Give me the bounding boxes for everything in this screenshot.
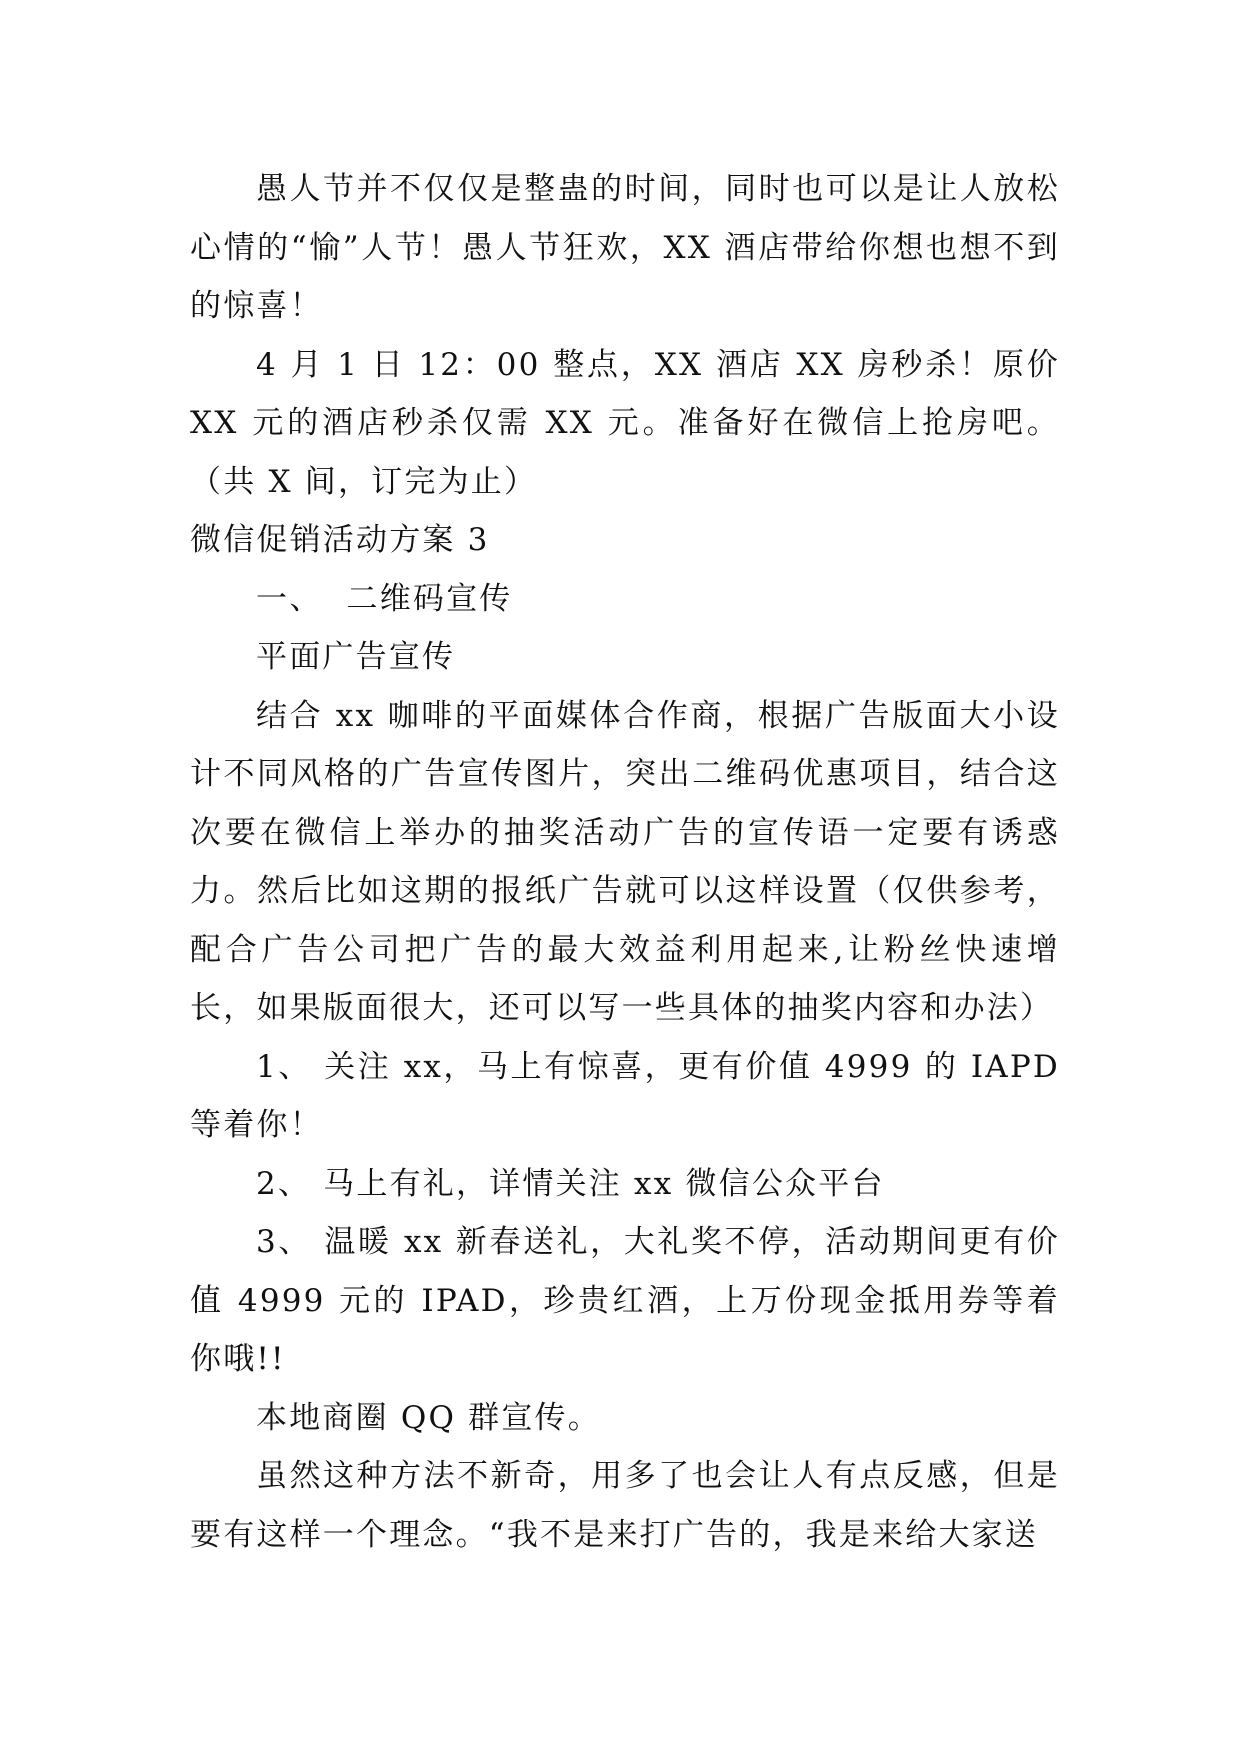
list-item-2: 2、 马上有礼，详情关注 xx 微信公众平台 — [256, 1165, 885, 1202]
section-title: 微信促销活动方案 3 — [190, 522, 490, 558]
paragraph-flash-sale: 4 月 1 日 12：00 整点，XX 酒店 XX 房秒杀！原价 XX 元的酒店秒杀仅需 XX 元。准备好在微信上抢房吧。（共 X 间，订完为止） — [190, 346, 1073, 500]
paragraph-print-ad-heading: 平面广告宣传 — [256, 639, 456, 675]
document-body — [190, 160, 1073, 1564]
list-item-1: 1、 关注 xx，马上有惊喜，更有价值 4999 的 IAPD 等着你！ — [190, 1048, 1073, 1143]
paragraph-qq-group-heading: 本地商圈 QQ 群宣传。 — [256, 1399, 601, 1436]
paragraph-qq-group-body: 虽然这种方法不新奇，用多了也会让人有点反感，但是要有这样一个理念。“我不是来打广告的，我是来给大家送 — [190, 1458, 1060, 1553]
list-item-3: 3、 温暖 xx 新春送礼，大礼奖不停，活动期间更有价值 4999 元的 IPAD，珍贵红酒，上万份现金抵用券等着你哦!! — [190, 1224, 1060, 1377]
paragraph-qr-heading: 一、 二维码宣传 — [256, 580, 513, 617]
paragraph-print-ad-body: 结合 xx 咖啡的平面媒体合作商，根据广告版面大小设计不同风格的广告宣传图片，突出二维码优惠项目，结合这次要在微信上举办的抽奖活动广告的宣传语一定要有诱惑力。然后比如这期的报纸广告就可以这样设置（仅供参考，配合广告公司把广告的最大效益利用起来,让粉丝快速增长，如果版面很大，还可以写一些具体的抽奖内容和办法） — [190, 697, 1060, 1026]
paragraph-april-fools-intro: 愚人节并不仅仅是整蛊的时间，同时也可以是让人放松心情的“愉”人节！愚人节狂欢，XX 酒店带给你想也想不到的惊喜！ — [190, 171, 1060, 324]
